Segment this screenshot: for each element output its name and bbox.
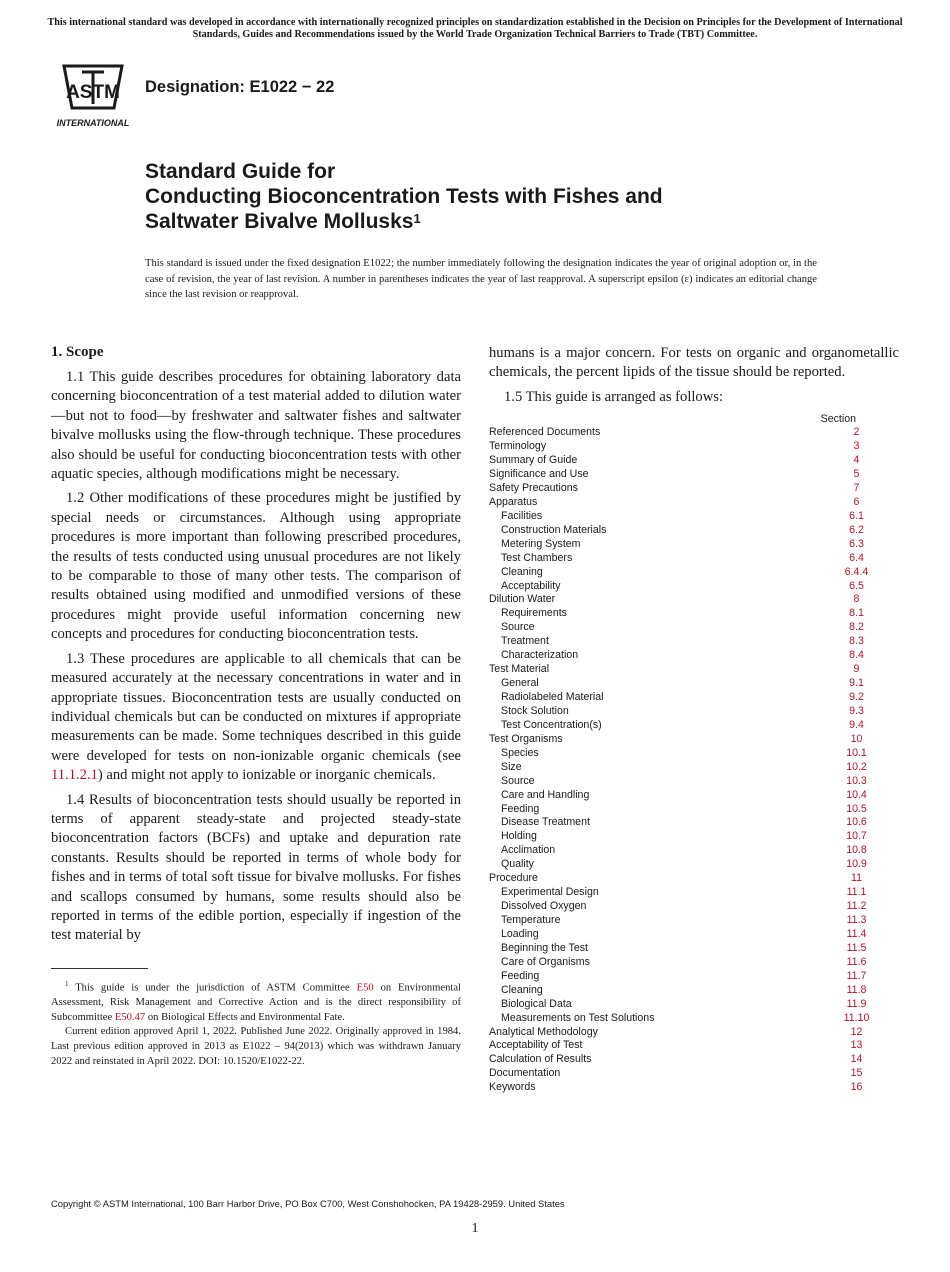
toc-row	[489, 830, 899, 844]
paragraph-1-2: 1.2 Other modifications of these procedures might be justified by special needs or circumstances. Although using appropriate procedures is more important than following prescribed procedures, the results of tests conducted using unusual procedures are not likely to be comparable to those of many other tests. The comparison of results obtained using modified and unmodified versions of these procedures might provide useful information concerning new concepts and procedures for conducting bioconcentration tests.	[51, 490, 461, 643]
toc-section-link[interactable]: 10.7	[846, 830, 867, 843]
toc-section-link[interactable]: 16	[850, 1081, 863, 1094]
toc-entry-label: Significance and Use	[489, 468, 589, 481]
toc-row	[489, 900, 899, 914]
subcommittee-link-e50-47[interactable]: E50.47	[114, 1011, 146, 1023]
toc-section-link[interactable]: 6	[853, 495, 860, 508]
toc-entry-label: Test Material	[489, 663, 550, 676]
toc-section-link[interactable]: 10	[850, 732, 863, 745]
toc-entry-label: Treatment	[501, 635, 549, 648]
footnote-edition: Current edition approved April 1, 2022. Published June 2022. Originally approved in 1984. Last previous edition approved in 2013 as E1022 – 94(2013) which was withdrawn January 2022 and reinstated in April 2022. DOI: 10.1520/E1022-22.	[51, 1026, 461, 1067]
toc-row	[489, 886, 899, 900]
toc-section-link[interactable]: 8	[853, 593, 860, 606]
toc-entry-label: Care and Handling	[501, 788, 590, 801]
paragraph-1-5: 1.5 This guide is arranged as follows:	[504, 388, 724, 405]
toc-entry-label: Loading	[501, 927, 539, 940]
toc-section-link[interactable]: 10.8	[846, 844, 867, 857]
toc-row	[489, 705, 899, 719]
toc-row	[489, 733, 899, 747]
toc-section-link[interactable]: 11.5	[846, 941, 867, 954]
toc-entry-label: Test Chambers	[501, 551, 573, 564]
page-number: 1	[471, 1221, 479, 1236]
right-column	[489, 344, 899, 1095]
toc-section-link[interactable]: 6.1	[849, 509, 864, 522]
toc-entry-label: Temperature	[501, 914, 561, 927]
toc-row	[489, 454, 899, 468]
paragraph-1-4: 1.4 Results of bioconcentration tests should usually be reported in terms of apparent steady-state and projected steady-state bioconcentration factors (BCFs) and uptake and depuration rate constants. Results should be reported in terms of whole body for fishes and in terms of total soft tissue for bivalve mollusks. For fishes and scallops consumed by humans, some results should also be reported in terms of the edible portion, especially if ingestion of the test material by	[51, 791, 461, 944]
toc-row	[489, 816, 899, 830]
footnote-divider	[51, 968, 148, 969]
toc-row	[489, 593, 899, 607]
title-line-1: Standard Guide for	[145, 160, 336, 183]
document-title	[145, 159, 845, 234]
toc-entry-label: Beginning the Test	[501, 941, 588, 954]
toc-section-link[interactable]: 11	[851, 872, 862, 885]
table-of-contents	[489, 412, 899, 1095]
toc-row	[489, 677, 899, 691]
toc-row	[489, 524, 899, 538]
toc-section-link[interactable]: 6.2	[849, 523, 864, 536]
toc-section-link[interactable]: 11.3	[846, 914, 867, 927]
toc-entry-label: Acceptability of Test	[489, 1039, 583, 1052]
title-line-3: Saltwater Bivalve Mollusks$^1$	[145, 210, 421, 233]
toc-entry-label: Apparatus	[489, 495, 538, 508]
toc-section-link[interactable]: 10.9	[846, 858, 867, 871]
designation	[145, 78, 334, 97]
toc-section-link[interactable]: 11.1	[846, 886, 867, 899]
toc-section-link[interactable]: 6.4.4	[844, 565, 869, 578]
toc-row	[489, 1012, 899, 1026]
logo-wordmark: ASTM	[66, 82, 120, 103]
toc-row	[489, 496, 899, 510]
toc-entry-label: Experimental Design	[501, 886, 599, 899]
toc-row	[489, 621, 899, 635]
toc-section-link[interactable]: 9.4	[849, 718, 864, 731]
toc-row	[489, 482, 899, 496]
toc-section-link[interactable]: 8.3	[849, 635, 864, 648]
toc-row	[489, 691, 899, 705]
toc-row	[489, 1026, 899, 1040]
toc-entry-label: Care of Organisms	[501, 955, 590, 968]
toc-section-link[interactable]: 9	[853, 663, 860, 676]
paragraph-1-3: 1.3 These procedures are applicable to all chemicals that can be measured accurately at the necessary concentrations in water and in appropriate tissues. Bioconcentration tests are usually conducted on individual chemicals but can be conducted on mixtures if appropriate measurements can be made. Some techniques described in this guide were developed for tests on non-ionizable organic chemicals (see 11.1.2.1) and might not apply to ionizable or inorganic chemicals.	[51, 650, 461, 784]
toc-entry-label: Cleaning	[501, 983, 543, 996]
designation-code: E1022 − 22	[249, 78, 335, 96]
toc-row	[489, 580, 899, 594]
toc-entry-label: Referenced Documents	[489, 426, 601, 439]
toc-entry-label: General	[501, 677, 539, 690]
toc-section-link[interactable]: 11.6	[846, 955, 867, 968]
toc-row	[489, 607, 899, 621]
toc-row	[489, 566, 899, 580]
toc-entry-label: Measurements on Test Solutions	[501, 1011, 655, 1024]
title-footnote-mark[interactable]: 1	[413, 211, 421, 226]
toc-section-link[interactable]: 12	[850, 1025, 863, 1038]
committee-link-e50[interactable]: E50	[356, 982, 374, 994]
designation-label: Designation:	[145, 78, 245, 96]
footnote-1: $^1$ This guide is under the jurisdiction of ASTM Committee E50 on Environmental Assessment, Risk Management and Corrective Action and is the direct responsibility of Subcommittee E50.47 on Biological Effects and Environmental Fate.	[51, 979, 461, 1023]
astm-logo	[52, 58, 134, 132]
toc-section-link[interactable]: 5	[853, 468, 860, 481]
section-heading-scope: 1. Scope	[51, 344, 104, 360]
toc-section-link[interactable]: 10.3	[846, 774, 867, 787]
toc-entry-label: Radiolabeled Material	[501, 691, 604, 704]
toc-entry-label: Species	[501, 746, 539, 759]
toc-entry-label: Quality	[501, 858, 534, 871]
toc-entry-label: Dilution Water	[489, 593, 556, 606]
toc-row	[489, 635, 899, 649]
toc-section-link[interactable]: 11.7	[846, 969, 867, 982]
toc-entry-label: Source	[501, 621, 535, 634]
toc-section-link[interactable]: 8.4	[849, 649, 864, 662]
toc-section-link[interactable]: 4	[853, 454, 860, 467]
toc-row	[489, 468, 899, 482]
toc-section-link[interactable]: 8.1	[849, 607, 864, 620]
toc-section-link[interactable]: 10.1	[846, 746, 867, 759]
toc-entry-label: Terminology	[489, 440, 547, 453]
toc-row	[489, 928, 899, 942]
toc-section-link[interactable]: 6.4	[849, 551, 864, 564]
toc-section-link[interactable]: 11.8	[846, 983, 867, 996]
toc-section-link[interactable]: 3	[853, 440, 860, 453]
toc-row	[489, 789, 899, 803]
toc-entry-label: Stock Solution	[501, 704, 569, 717]
toc-row	[489, 775, 899, 789]
toc-entry-label: Cleaning	[501, 565, 543, 578]
title-line-2: Conducting Bioconcentration Tests with Fishes and	[145, 185, 663, 208]
toc-row	[489, 1067, 899, 1081]
toc-section-link[interactable]: 11.2	[846, 900, 867, 913]
toc-row	[489, 510, 899, 524]
toc-section-link[interactable]: 6.3	[849, 537, 864, 550]
toc-section-link[interactable]: 11.10	[843, 1011, 870, 1024]
toc-entry-label: Dissolved Oxygen	[501, 900, 587, 913]
toc-rows	[489, 426, 899, 1095]
toc-section-link[interactable]: 15	[850, 1067, 863, 1080]
toc-row	[489, 1039, 899, 1053]
toc-row	[489, 663, 899, 677]
toc-entry-label: Feeding	[501, 969, 540, 982]
toc-row	[489, 1053, 899, 1067]
toc-row	[489, 956, 899, 970]
logo-subtext: INTERNATIONAL	[56, 118, 130, 128]
toc-entry-label: Holding	[501, 830, 537, 843]
toc-entry-label: Test Concentration(s)	[501, 718, 602, 731]
toc-row	[489, 747, 899, 761]
toc-row	[489, 761, 899, 775]
toc-section-link[interactable]: 10.5	[846, 802, 867, 815]
toc-section-link[interactable]: 11.4	[846, 927, 867, 940]
toc-entry-label: Construction Materials	[501, 523, 607, 536]
toc-section-link[interactable]: 7	[853, 481, 860, 494]
toc-entry-label: Acclimation	[501, 844, 556, 857]
issuance-statement: This standard is issued under the fixed designation E1022; the number immediately following the designation indicates the year of original adoption or, in the case of revision, the year of last revision. A number in parentheses indicates the year of last reapproval. A superscript epsilon (ε) indicates an editorial change since the last revision or reapproval.	[145, 258, 817, 300]
toc-row	[489, 844, 899, 858]
toc-row	[489, 998, 899, 1012]
toc-section-link[interactable]: 9.2	[849, 691, 864, 704]
toc-row	[489, 426, 899, 440]
toc-row	[489, 942, 899, 956]
toc-section-link[interactable]: 6.5	[849, 579, 864, 592]
standards-notice: This international standard was developed in accordance with internationally recognized principles on standardization established in the Decision on Principles for the Development of International Standards, Guides and Recommendations issued by the World Trade Organization Technical Barriers to Trade (TBT) Committee.	[47, 17, 903, 40]
toc-section-link[interactable]: 13	[850, 1039, 863, 1052]
toc-header: Section	[820, 413, 856, 426]
toc-section-link[interactable]: 14	[850, 1053, 863, 1066]
toc-row	[489, 538, 899, 552]
toc-section-link[interactable]: 11.9	[846, 997, 867, 1010]
toc-entry-label: Characterization	[501, 649, 579, 662]
toc-entry-label: Requirements	[501, 607, 567, 620]
toc-entry-label: Metering System	[501, 537, 581, 550]
toc-section-link[interactable]: 8.2	[849, 621, 864, 634]
section-link-11-1-2-1[interactable]: 11.1.2.1	[51, 767, 98, 784]
toc-entry-label: Acceptability	[501, 579, 561, 592]
toc-row	[489, 1081, 899, 1095]
toc-entry-label: Biological Data	[501, 997, 572, 1010]
toc-entry-label: Source	[501, 774, 535, 787]
toc-section-link[interactable]: 10.6	[846, 816, 867, 829]
toc-row	[489, 858, 899, 872]
toc-section-link[interactable]: 10.2	[846, 760, 867, 773]
toc-entry-label: Procedure	[489, 872, 538, 885]
paragraph-1-4-continued: humans is a major concern. For tests on organic and organometallic chemicals, the percent lipids of the tissue should be reported.	[489, 345, 899, 381]
toc-row	[489, 552, 899, 566]
toc-entry-label: Analytical Methodology	[489, 1025, 598, 1038]
toc-row	[489, 803, 899, 817]
toc-entry-label: Safety Precautions	[489, 481, 578, 494]
toc-row	[489, 872, 899, 886]
toc-section-link[interactable]: 9.3	[849, 704, 864, 717]
toc-row	[489, 440, 899, 454]
paragraph-1-1: 1.1 This guide describes procedures for obtaining laboratory data concerning bioconcentration of a test material added to dilution water—but not to food—by freshwater and saltwater fishes and saltwater bivalve mollusks using the flow-through technique. These procedures also should be useful for conducting bioconcentration tests with other aquatic species, although modifications might be necessary.	[51, 369, 461, 483]
toc-row	[489, 970, 899, 984]
toc-entry-label: Keywords	[489, 1081, 536, 1094]
toc-entry-label: Summary of Guide	[489, 454, 578, 467]
toc-row	[489, 984, 899, 998]
toc-entry-label: Calculation of Results	[489, 1053, 592, 1066]
toc-section-link[interactable]: 10.4	[846, 788, 867, 801]
toc-entry-label: Facilities	[501, 509, 543, 522]
toc-entry-label: Feeding	[501, 802, 540, 815]
toc-section-link[interactable]: 2	[853, 426, 860, 439]
toc-row	[489, 719, 899, 733]
toc-entry-label: Disease Treatment	[501, 816, 590, 829]
toc-section-link[interactable]: 9.1	[849, 677, 864, 690]
toc-entry-label: Test Organisms	[489, 732, 563, 745]
toc-row	[489, 914, 899, 928]
toc-row	[489, 649, 899, 663]
toc-entry-label: Size	[501, 760, 522, 773]
left-column	[51, 343, 461, 1070]
toc-entry-label: Documentation	[489, 1067, 561, 1080]
copyright-notice: Copyright © ASTM International, 100 Barr Harbor Drive, PO Box C700, West Conshohocken, PA 19428-2959. United States	[51, 1198, 565, 1209]
